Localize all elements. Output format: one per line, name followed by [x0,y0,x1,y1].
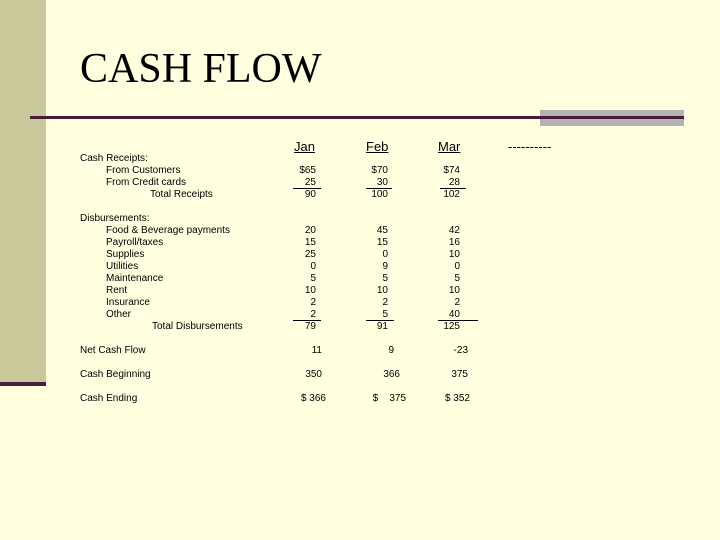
row-label: From Customers [106,165,181,176]
column-header-feb: Feb [366,139,389,154]
column-header-mar: Mar [438,139,461,154]
cell-jan: 25 [304,177,316,188]
column-header-jan: Jan [294,139,315,154]
cell-mar: $74 [443,165,460,176]
row-label: Supplies [106,249,145,260]
row-label: Utilities [106,261,139,272]
cell-jan: 2 [310,297,316,308]
row-label: Rent [106,285,128,296]
net-cash-flow-label: Net Cash Flow [80,345,146,356]
cell-jan: 2 [310,309,316,320]
total-disbursements-label: Total Disbursements [152,321,243,332]
total-disbursements-jan: 79 [304,321,316,332]
cash-ending-jan: $ 366 [300,393,326,404]
cell-feb: 9 [382,261,388,272]
cash-beginning-label: Cash Beginning [80,369,151,380]
total-disbursements-mar: 125 [443,321,460,332]
cell-mar: 10 [448,249,460,260]
cell-mar: 2 [454,297,460,308]
row-label: Food & Beverage payments [106,225,230,236]
cell-mar: 10 [448,285,460,296]
row-label: Other [106,309,132,320]
total-receipts-jan: 90 [304,189,316,200]
page-title: CASH FLOW [80,46,322,92]
cell-mar: 5 [454,273,460,284]
cell-mar: 16 [448,237,460,248]
total-receipts-label: Total Receipts [150,189,213,200]
title-underline [30,116,540,119]
cell-feb: 0 [382,249,388,260]
cash-ending-feb: $ 375 [372,393,406,404]
cell-mar: 40 [448,309,460,320]
row-label: Maintenance [106,273,164,284]
net-cash-flow-jan: 11 [311,345,322,356]
cell-mar: 28 [448,177,460,188]
cell-feb: 30 [376,177,388,188]
net-cash-flow-feb: 9 [388,345,394,356]
cell-feb: $70 [371,165,388,176]
cell-feb: 5 [382,309,388,320]
cell-feb: 10 [376,285,388,296]
cell-jan: 20 [304,225,316,236]
cell-feb: 15 [376,237,388,248]
disbursements-heading: Disbursements: [80,213,150,224]
receipts-heading: Cash Receipts: [80,153,148,164]
cell-mar: 42 [448,225,460,236]
net-cash-flow-mar: -23 [453,345,468,356]
total-disbursements-feb: 91 [376,321,388,332]
cash-beginning-jan: 350 [305,369,322,380]
cash-ending-mar: $ 352 [444,393,470,404]
cell-jan: 15 [304,237,316,248]
trailing-dashes: ---------- [508,139,552,154]
cash-beginning-feb: 366 [383,369,400,380]
total-receipts-mar: 102 [443,189,460,200]
cell-jan: 0 [310,261,316,272]
cell-mar: 0 [454,261,460,272]
row-label: Insurance [106,297,150,308]
cell-feb: 45 [376,225,388,236]
row-label: From Credit cards [106,177,187,188]
cell-jan: $65 [299,165,316,176]
cash-beginning-mar: 375 [451,369,468,380]
left-decorative-band [0,0,46,384]
total-receipts-feb: 100 [371,189,388,200]
cash-ending-label: Cash Ending [80,393,138,404]
row-label: Payroll/taxes [106,237,164,248]
cell-feb: 2 [382,297,388,308]
cell-jan: 10 [304,285,316,296]
cell-jan: 25 [304,249,316,260]
cell-jan: 5 [310,273,316,284]
cell-feb: 5 [382,273,388,284]
left-band-edge [0,382,46,386]
title-underline-accent [540,110,684,126]
